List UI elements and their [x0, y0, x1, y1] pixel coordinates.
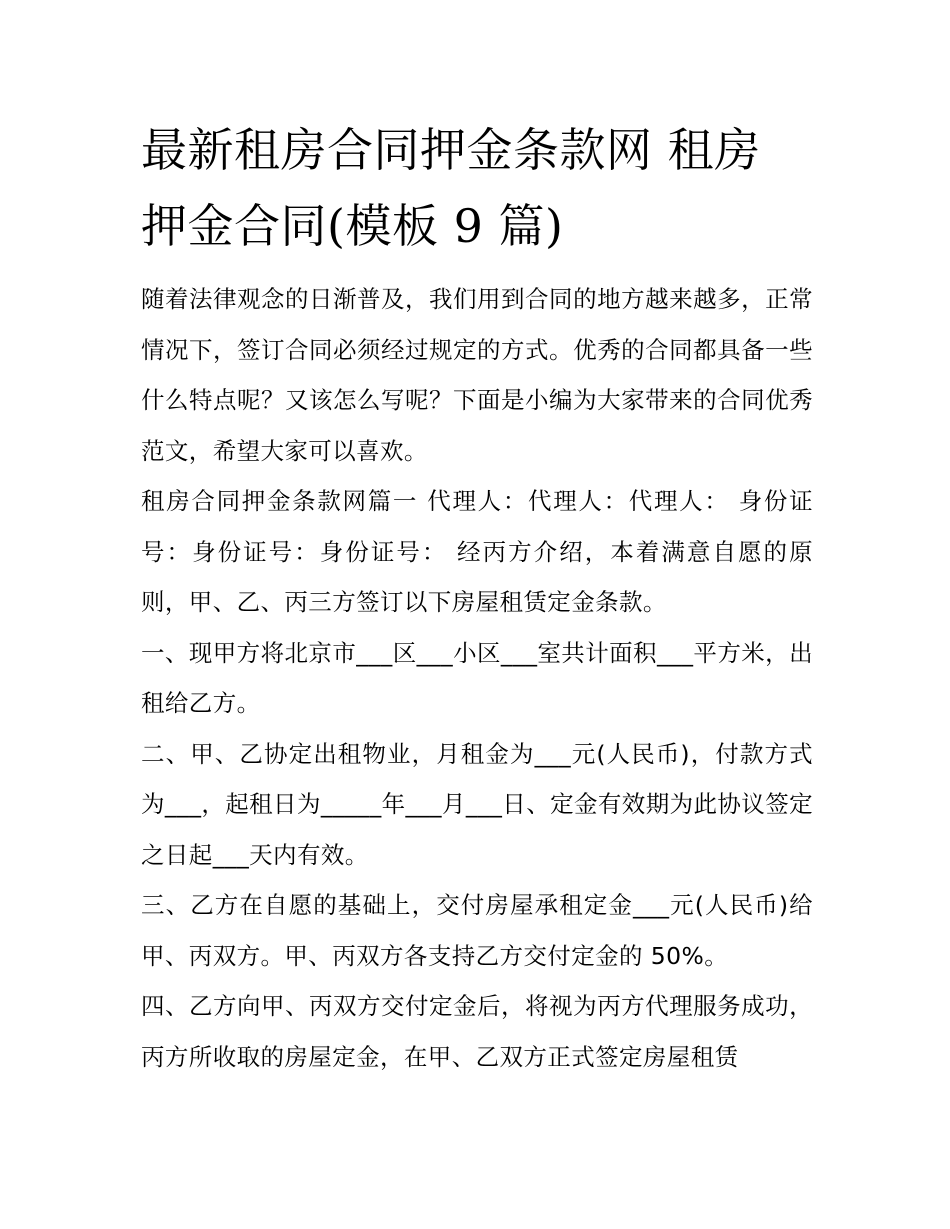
- paragraph-clause-2: 二、甲、乙协定出租物业，月租金为___元(人民币)，付款方式为___，起租日为_____年___月___日、定金有效期为此协议签定之日起___天内有效。: [141, 739, 813, 869]
- document-title-line-1: 最新租房合同押金条款网 租房: [141, 123, 761, 177]
- document-title-line-2: 押金合同(模板 9 篇): [141, 199, 564, 253]
- paragraph-intro: 随着法律观念的日渐普及，我们用到合同的地方越来越多，正常情况下，签订合同必须经过规定的方式。优秀的合同都具备一些什么特点呢？又该怎么写呢？下面是小编为大家带来的合同优秀范文，希望大家可以喜欢。: [141, 285, 813, 465]
- document-title: [141, 112, 813, 264]
- document-body: [141, 274, 813, 1082]
- document-content: [141, 112, 813, 1082]
- paragraph-article-one-preamble: 租房合同押金条款网篇一 代理人：代理人：代理人： 身份证号：身份证号：身份证号： 经丙方介绍，本着满意自愿的原则，甲、乙、丙三方签订以下房屋租赁定金条款。: [141, 487, 813, 616]
- paragraph-clause-3: 三、乙方在自愿的基础上，交付房屋承租定金___元(人民币)给甲、丙双方。甲、丙双方各支持乙方交付定金的 50%。: [141, 891, 813, 970]
- paragraph-clause-4: 四、乙方向甲、丙双方交付定金后，将视为丙方代理服务成功，丙方所收取的房屋定金，在甲、乙双方正式签定房屋租赁: [141, 992, 813, 1071]
- paragraph-clause-1: 一、现甲方将北京市___区___小区___室共计面积___平方米，出租给乙方。: [141, 638, 813, 717]
